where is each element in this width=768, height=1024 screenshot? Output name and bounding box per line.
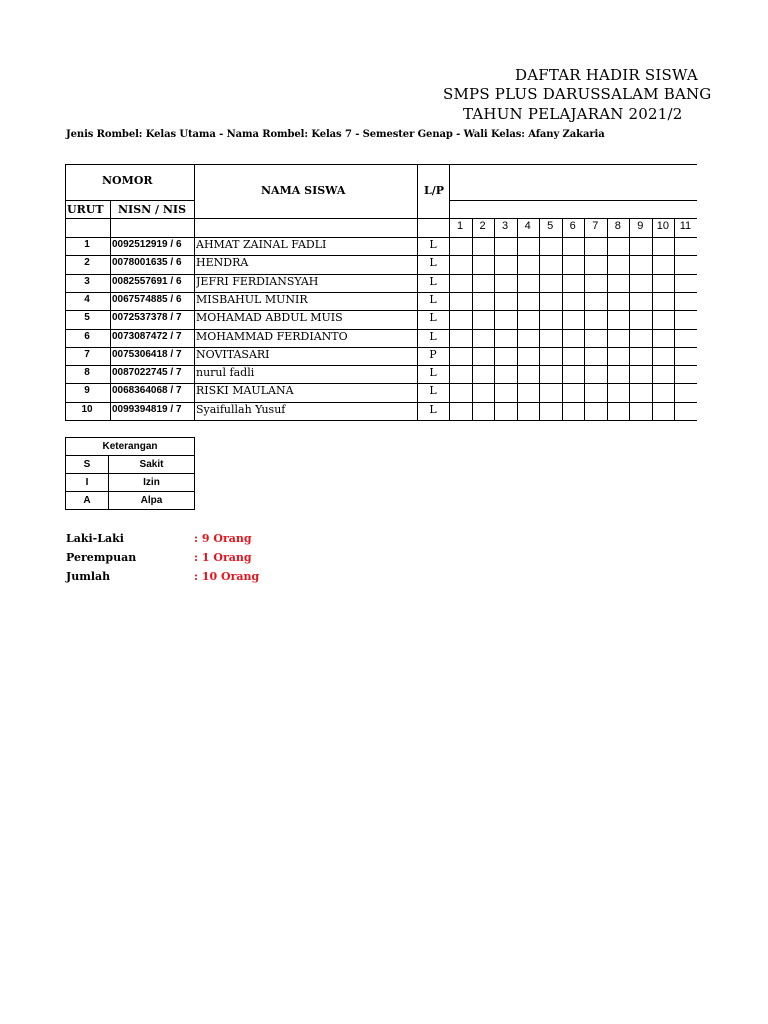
row-nisn: 0099394819 / 7 [112,403,182,415]
row-number: 1 [84,239,90,250]
day-number: 1 [456,220,464,232]
row-number: 9 [84,385,90,397]
summary-total [66,570,366,586]
row-student-name: AHMAT ZAINAL FADLI [196,238,327,251]
summary-male [66,532,366,548]
row-gender: L [429,292,437,306]
day-number: 8 [614,220,621,232]
row-student-name: NOVITASARI [196,347,270,361]
summary-total-value: : 10 Orang [194,570,260,583]
summary-male-label: Laki-Laki [66,532,124,545]
document-title: DAFTAR HADIR SISWA [515,66,698,84]
grid-line [65,218,697,219]
row-gender: L [429,384,437,398]
grid-line [65,164,697,165]
row-nisn: 0078001635 / 6 [112,257,182,269]
keterangan-title: Keterangan [66,438,195,456]
row-nisn: 0087022745 / 7 [112,367,182,379]
day-number: 7 [592,220,599,232]
keterangan-label: Alpa [109,492,195,510]
keterangan-label: Sakit [109,456,195,474]
day-number: 6 [569,220,576,232]
grid-line [494,218,495,420]
row-number: 7 [84,348,90,360]
academic-year: TAHUN PELAJARAN 2021/2 [463,105,683,123]
row-nisn: 0068364068 / 7 [112,385,182,397]
grid-line [517,218,518,420]
day-number: 9 [637,220,644,232]
row-gender: L [429,402,437,416]
keterangan-code: A [66,492,109,510]
day-number: 11 [679,220,692,232]
day-number: 2 [479,220,486,232]
grid-line [674,218,675,420]
class-info: Jenis Rombel: Kelas Utama - Nama Rombel: Kelas 7 - Semester Genap - Wali Kelas: Afany Zakaria [66,129,605,140]
grid-line [539,218,540,420]
row-gender: L [429,366,437,380]
summary-female-value: : 1 Orang [194,551,252,564]
keterangan-code: I [66,474,109,492]
grid-line [584,218,585,420]
keterangan-row [66,492,195,510]
header-nama: NAMA SISWA [261,184,346,197]
school-name: SMPS PLUS DARUSSALAM BANG [443,85,712,103]
header-urut: URUT [67,203,104,216]
row-student-name: MOHAMMAD FERDIANTO [196,329,348,343]
summary-female-label: Perempuan [66,551,137,564]
grid-line [629,218,630,420]
row-nisn: 0067574885 / 6 [112,293,182,305]
keterangan-row [66,474,195,492]
row-gender: L [429,274,437,288]
grid-line [607,218,608,420]
keterangan-code: S [66,456,109,474]
header-lp: L/P [424,184,445,197]
grid-line [562,218,563,420]
row-number: 6 [84,330,90,342]
grid-line [449,200,697,201]
row-student-name: HENDRA [196,256,249,270]
row-gender: L [429,256,437,270]
row-number: 5 [84,312,90,324]
day-number: 4 [524,220,531,232]
keterangan-table [65,437,195,510]
row-gender: L [429,238,437,251]
row-student-name: Syaifullah Yusuf [196,402,286,416]
summary-female [66,551,366,567]
day-number: 10 [656,220,670,232]
grid-line [65,200,194,201]
grid-line [110,200,111,420]
row-number: 10 [81,403,93,415]
row-number: 3 [84,275,90,287]
row-student-name: JEFRI FERDIANSYAH [196,274,319,288]
row-nisn: 0075306418 / 7 [112,348,182,360]
keterangan-row [66,456,195,474]
row-number: 8 [84,367,90,379]
row-student-name: MISBAHUL MUNIR [196,292,308,306]
grid-line [194,164,195,420]
grid-line [65,420,697,421]
row-nisn: 0072537378 / 7 [112,312,182,324]
row-number: 2 [84,257,90,269]
row-student-name: MOHAMAD ABDUL MUIS [196,311,343,325]
header-nomor: NOMOR [102,174,153,187]
keterangan-label: Izin [109,474,195,492]
grid-line [65,164,66,420]
row-student-name: RISKI MAULANA [196,384,294,398]
day-number: 5 [547,220,554,232]
row-gender: L [429,329,437,343]
grid-line [449,164,450,420]
row-nisn: 0073087472 / 7 [112,330,182,342]
summary-total-label: Jumlah [66,570,111,583]
row-student-name: nurul fadli [196,366,255,380]
row-nisn: 0092512919 / 6 [112,239,182,250]
row-gender: P [429,347,437,361]
attendance-table [0,0,768,430]
grid-line [472,218,473,420]
day-number: 3 [502,220,509,232]
header-nisn: NISN / NIS [118,203,187,216]
grid-line [652,218,653,420]
row-number: 4 [84,293,90,305]
summary-male-value: : 9 Orang [194,532,252,545]
row-gender: L [429,311,437,325]
row-nisn: 0082557691 / 6 [112,275,182,287]
